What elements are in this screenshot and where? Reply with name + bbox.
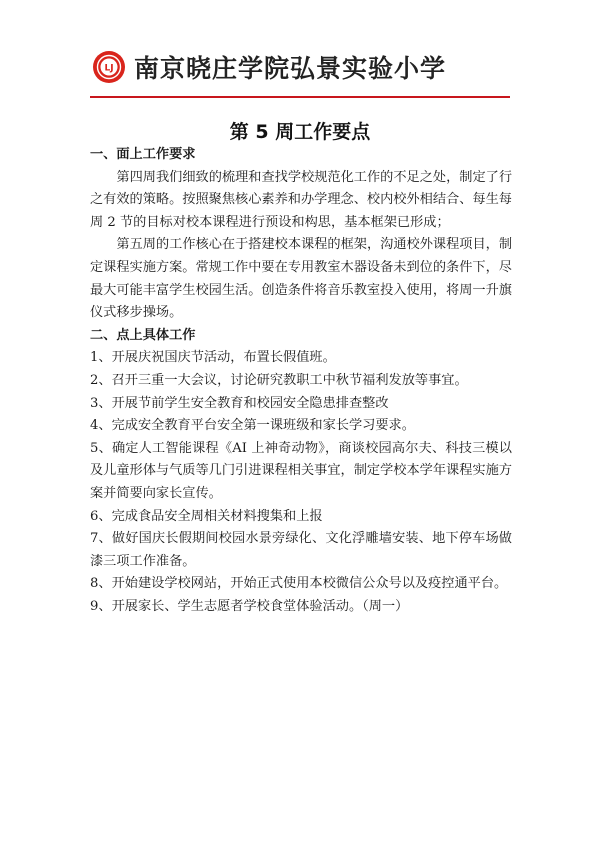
paragraph: 第四周我们细致的梳理和查找学校规范化工作的不足之处，制定了行之有效的策略。按照聚焦核心素养和办学理念、校内校外相结合、每生每周 2 节的目标对校本课程进行预设和构思，基本框架已形成； bbox=[90, 169, 513, 230]
list-item: 8、开始建设学校网站，开始正式使用本校微信公众号以及疫控通平台。 bbox=[90, 576, 508, 592]
section-heading-general: 一、面上工作要求 bbox=[90, 147, 196, 162]
list-item: 1、开展庆祝国庆节活动，布置长假值班。 bbox=[90, 350, 336, 366]
school-header bbox=[92, 44, 512, 90]
paragraph: 第五周的工作核心在于搭建校本课程的框架，沟通校外课程项目，制定课程实施方案。常规工作中要在专用教室木器设备未到位的条件下，尽最大可能丰富学生校园生活。创造条件将音乐教室投入使用，将周一升旗仪式移步操场。 bbox=[90, 237, 513, 321]
list-item: 6、完成食品安全周相关材料搜集和上报 bbox=[90, 508, 323, 524]
list-item: 2、召开三重一大会议，讨论研究教职工中秋节福利发放等事宜。 bbox=[90, 372, 468, 388]
logo-mark: LJ bbox=[104, 63, 114, 74]
list-item: 3、开展节前学生安全教育和校园安全隐患排查整改 bbox=[90, 395, 389, 411]
document-body bbox=[90, 144, 512, 618]
section-heading-specific: 二、点上具体工作 bbox=[90, 327, 196, 343]
page-title: 第 5 周工作要点 bbox=[229, 121, 371, 143]
list-item: 5、确定人工智能课程《AI 上神奇动物》，商谈校园高尔夫、科技三模以及儿童形体与气质等几门引进课程相关事宜，制定学校本学年课程实施方案并简要向家长宣传。 bbox=[90, 440, 512, 501]
header-divider bbox=[90, 96, 510, 98]
school-name: 南京晓庄学院弘景实验小学 bbox=[134, 54, 447, 83]
list-item: 9、开展家长、学生志愿者学校食堂体验活动。（周一） bbox=[90, 598, 409, 614]
list-item: 4、完成安全教育平台安全第一课班级和家长学习要求。 bbox=[90, 418, 415, 434]
school-logo-icon bbox=[92, 50, 126, 84]
list-item: 7、做好国庆长假期间校园水景旁绿化、文化浮雕墙安装、地下停车场做漆三项工作准备。 bbox=[90, 531, 512, 569]
